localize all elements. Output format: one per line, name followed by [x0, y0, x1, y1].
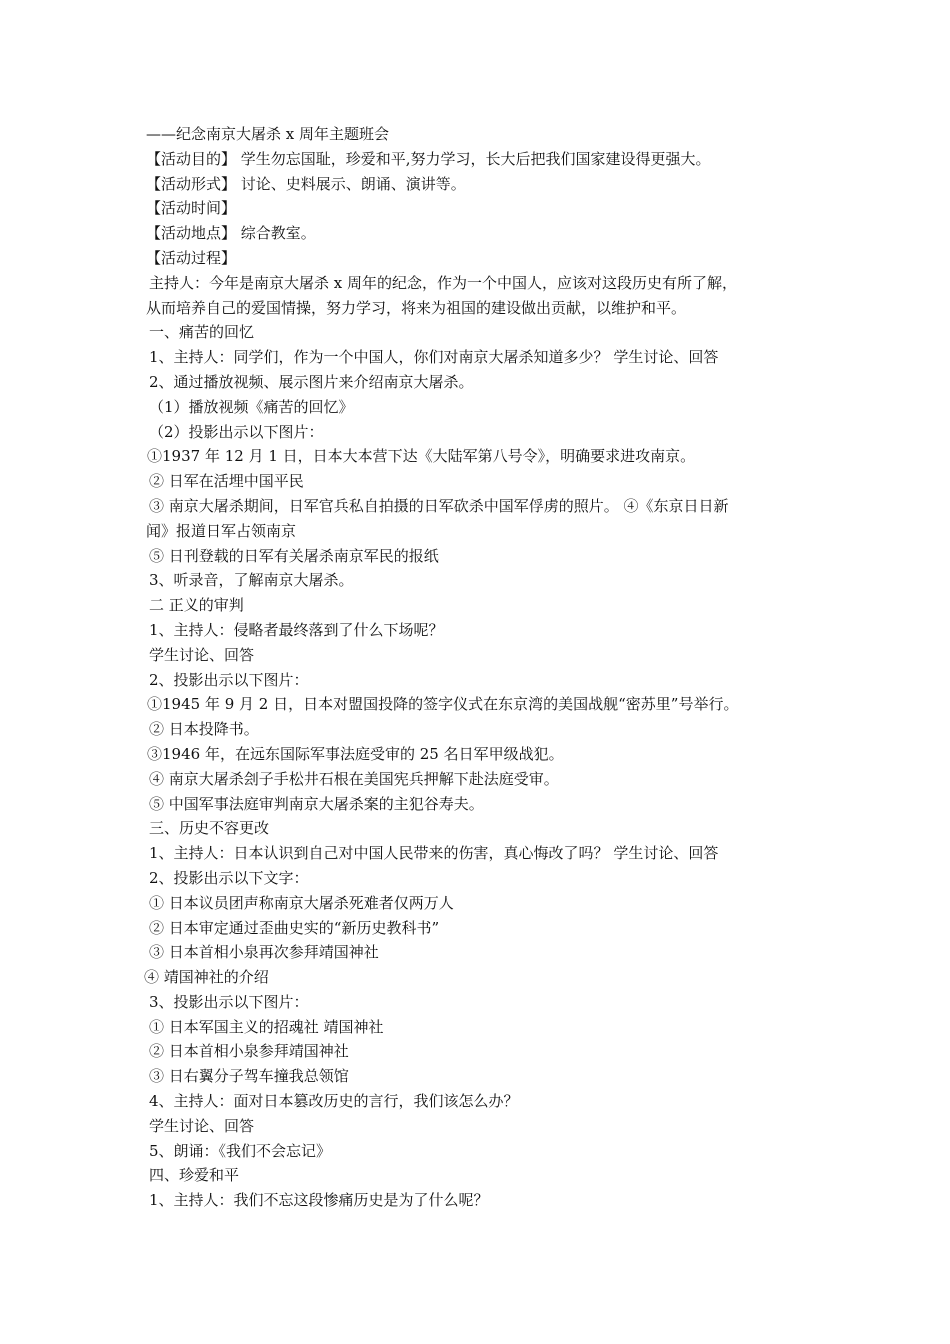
body-line: ③1946 年，在远东国际军事法庭受审的 25 名日军甲级战犯。: [147, 744, 564, 763]
body-line: ① 日本军国主义的招魂社 靖国神社: [149, 1017, 384, 1036]
activity-location: 【活动地点】 综合教室。: [146, 224, 316, 243]
body-line: （2）投影出示以下图片：: [149, 422, 324, 441]
body-line: ①1937 年 12 月 1 日，日本大本营下达《大陆军第八号令》，明确要求进攻南京。: [147, 447, 696, 466]
body-line: 1、主持人：我们不忘这段惨痛历史是为了什么呢？: [149, 1191, 489, 1210]
body-line: 学生讨论、回答: [149, 1116, 255, 1135]
body-line: ① 日本议员团声称南京大屠杀死难者仅两万人: [149, 893, 454, 912]
body-line: ③ 南京大屠杀期间，日军官兵私自拍摄的日军砍杀中国军俘虏的照片。 ④《东京日日新: [149, 496, 729, 515]
body-line: ③ 日右翼分子驾车撞我总领馆: [149, 1067, 349, 1086]
activity-format: 【活动形式】 讨论、史料展示、朗诵、演讲等。: [146, 174, 466, 193]
body-line: ② 日本投降书。: [149, 720, 259, 739]
body-line: 2、投影出示以下文字：: [149, 868, 309, 887]
body-line: ⑤ 日刊登载的日军有关屠杀南京军民的报纸: [149, 546, 439, 565]
body-line: ② 日本首相小泉参拜靖国神社: [149, 1042, 349, 1061]
body-line: 闻》报道日军占领南京: [146, 521, 297, 540]
body-line: 1、主持人：日本认识到自己对中国人民带来的伤害，真心悔改了吗？ 学生讨论、回答: [149, 844, 719, 863]
body-line: （1）播放视频《痛苦的回忆》: [149, 397, 354, 416]
body-line: ③ 日本首相小泉再次参拜靖国神社: [149, 943, 379, 962]
activity-purpose: 【活动目的】 学生勿忘国耻，珍爱和平,努力学习，长大后把我们国家建设得更强大。: [146, 149, 711, 168]
body-line: ④ 靖国神社的介绍: [144, 968, 269, 987]
body-line: ①1945 年 9 月 2 日，日本对盟国投降的签字仪式在东京湾的美国战舰“密苏里”号举行。: [147, 695, 739, 714]
activity-time: 【活动时间】: [146, 199, 237, 218]
host-intro-line-2: 从而培养自己的爱国情操，努力学习，将来为祖国的建设做出贡献，以维护和平。: [146, 298, 687, 317]
body-line: 3、投影出示以下图片：: [149, 992, 309, 1011]
body-line: 5、朗诵：《我们不会忘记》: [149, 1141, 332, 1160]
body-line: 2、通过播放视频、展示图片来介绍南京大屠杀。: [149, 372, 474, 391]
body-line: ⑤ 中国军事法庭审判南京大屠杀案的主犯谷寿夫。: [149, 794, 484, 813]
body-line: ② 日军在活埋中国平民: [149, 472, 304, 491]
section-heading-1: 一、痛苦的回忆: [149, 323, 255, 342]
body-line: ② 日本审定通过歪曲史实的“新历史教科书”: [149, 918, 440, 937]
section-heading-4: 四、珍爱和平: [149, 1166, 240, 1185]
body-line: 3、听录音，了解南京大屠杀。: [149, 571, 354, 590]
body-line: 4、主持人：面对日本篡改历史的言行，我们该怎么办？: [149, 1092, 519, 1111]
subtitle: ——纪念南京大屠杀 x 周年主题班会: [146, 125, 389, 143]
section-heading-2: 二 正义的审判: [149, 596, 244, 615]
section-heading-3: 三、历史不容更改: [149, 819, 270, 838]
host-intro-line-1: 主持人：今年是南京大屠杀 x 周年的纪念，作为一个中国人，应该对这段历史有所了解，: [149, 273, 737, 292]
body-line: 1、主持人：同学们，作为一个中国人，你们对南京大屠杀知道多少？ 学生讨论、回答: [149, 348, 719, 367]
body-line: ④ 南京大屠杀刽子手松井石根在美国宪兵押解下赴法庭受审。: [149, 769, 559, 788]
document-body: [146, 122, 826, 1213]
body-line: 2、投影出示以下图片：: [149, 670, 309, 689]
body-line: 学生讨论、回答: [149, 645, 255, 664]
body-line: 1、主持人：侵略者最终落到了什么下场呢？: [149, 620, 444, 639]
activity-process-heading: 【活动过程】: [146, 248, 237, 267]
